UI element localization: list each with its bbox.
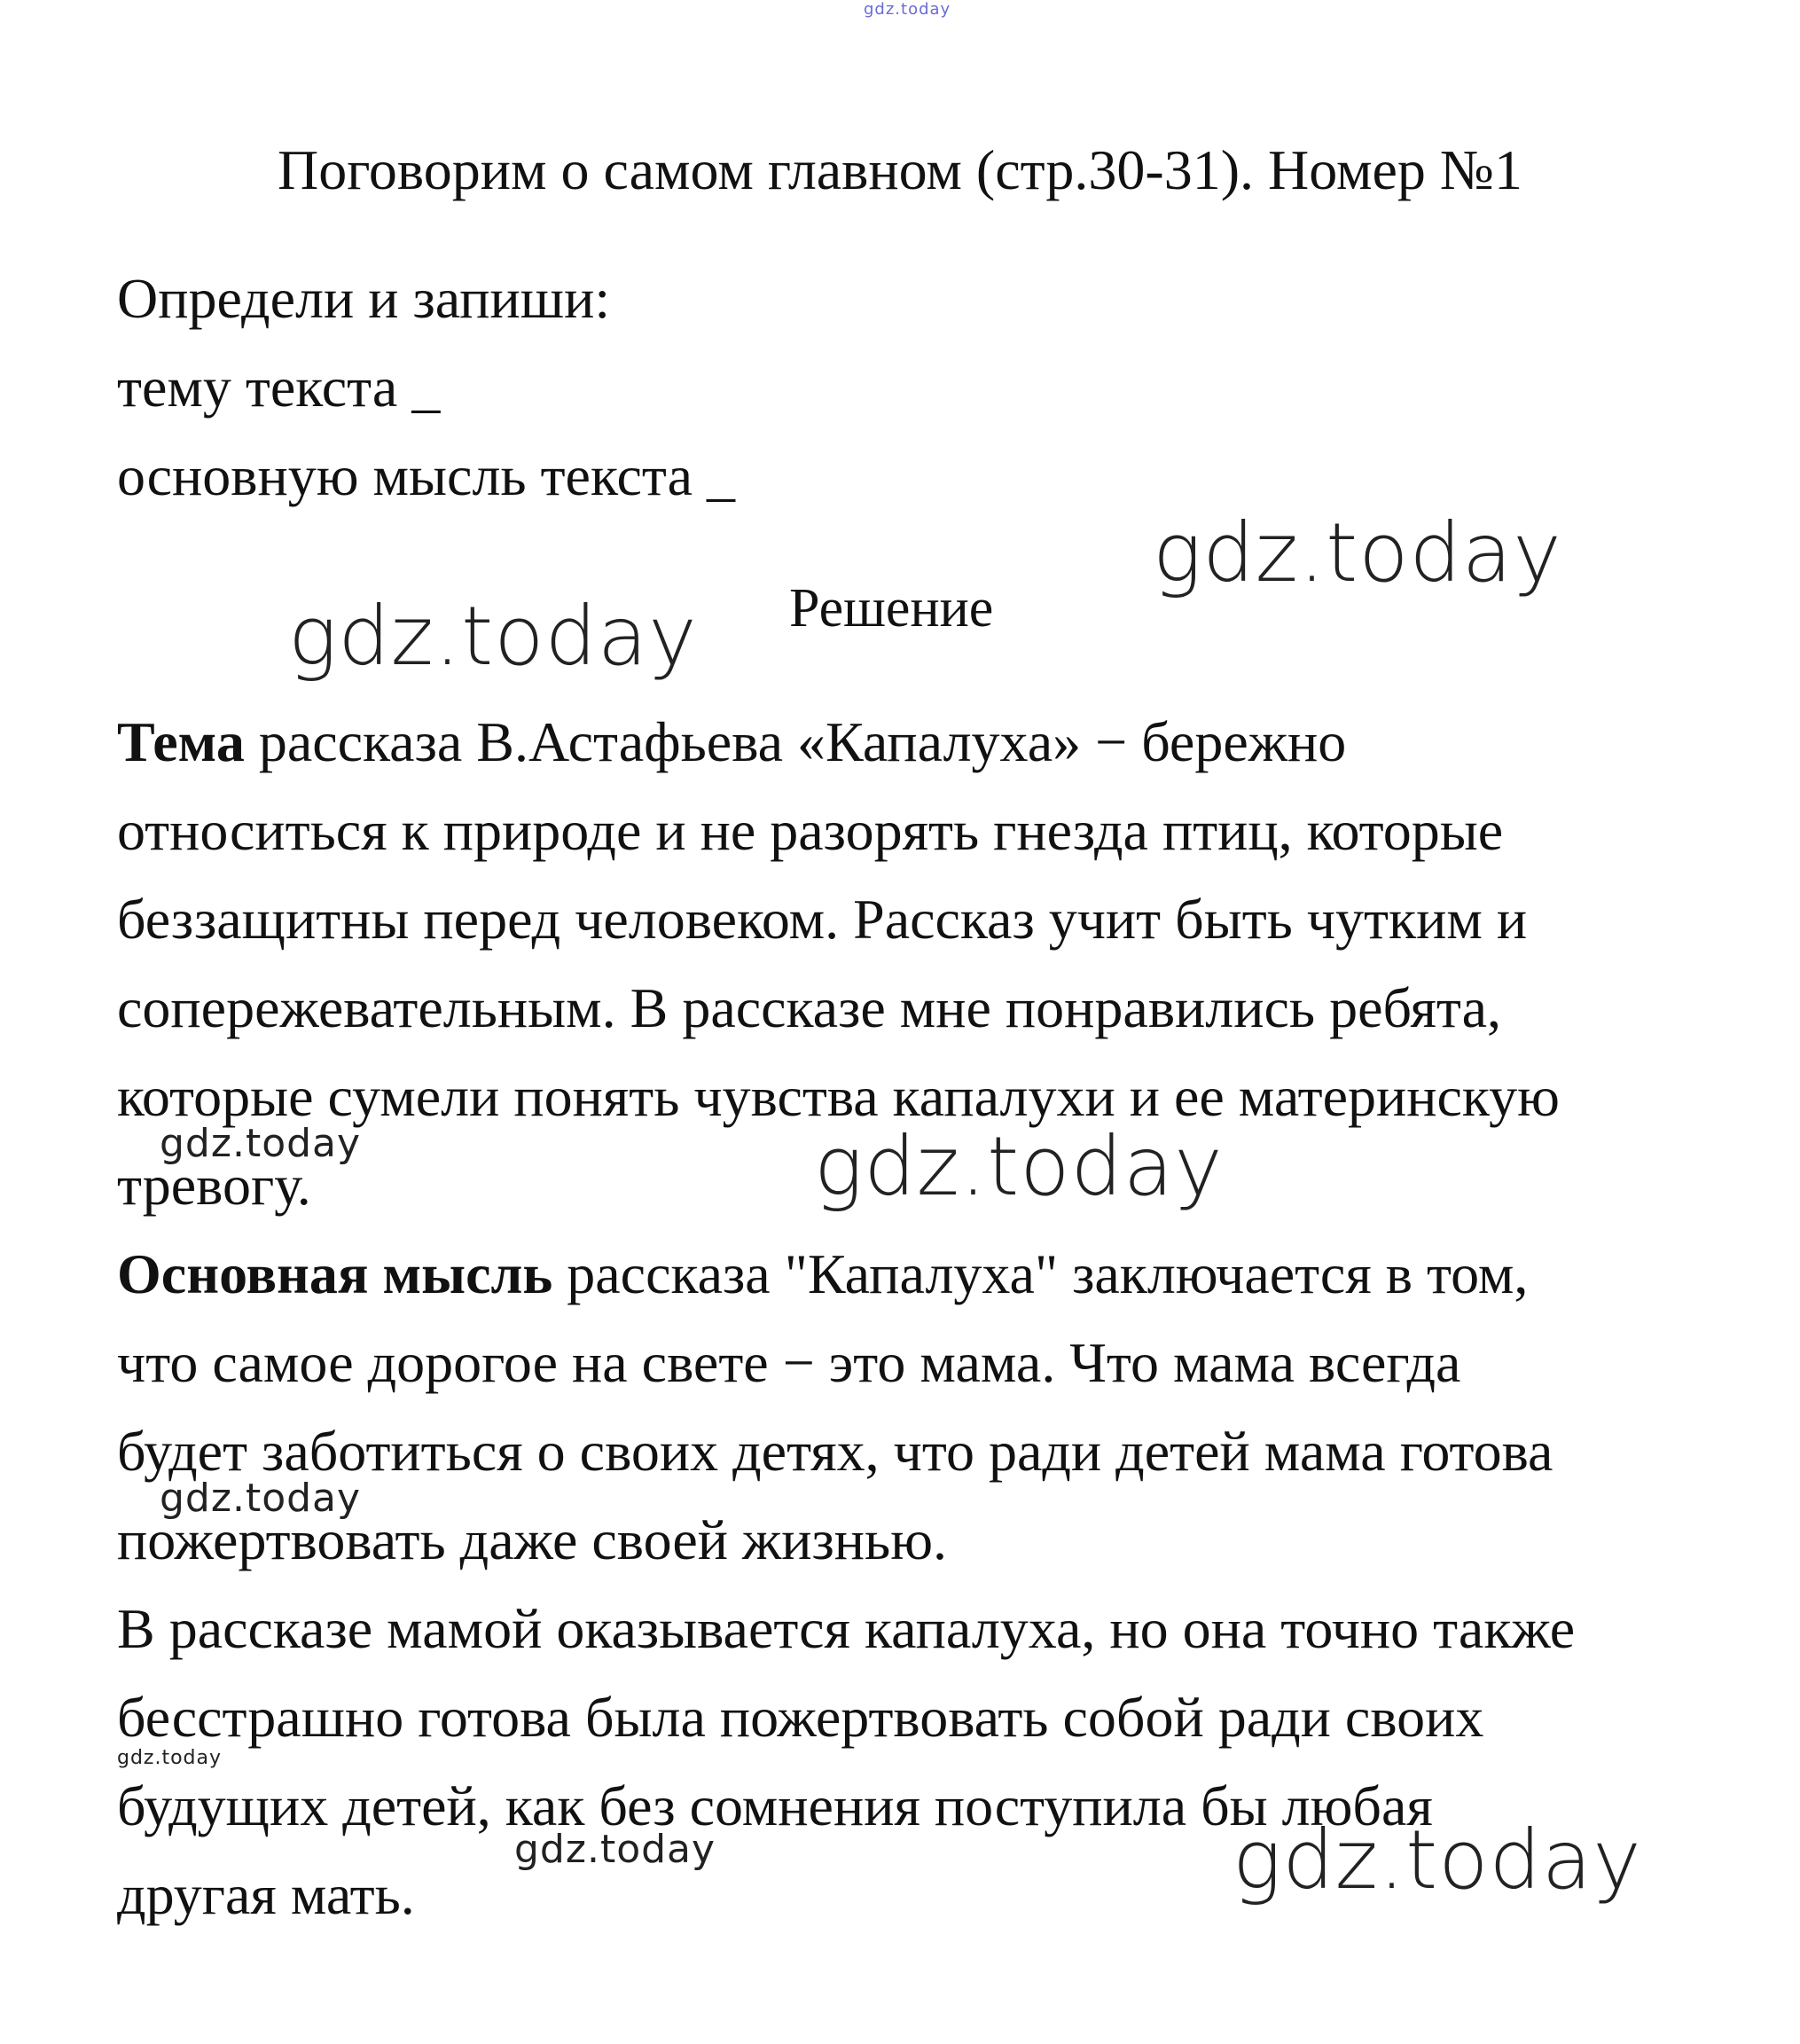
answer-line: тревогу. (117, 1154, 311, 1217)
theme-label: Тема (117, 710, 245, 773)
answer-line: будущих детей, как без сомнения поступила бы любая (117, 1774, 1433, 1837)
answer-line: другая мать. (117, 1863, 415, 1926)
watermark: gdz.today (288, 589, 698, 684)
watermark: gdz.today (160, 1476, 362, 1521)
answer-line: В рассказе мамой оказывается капалуха, но она точно также (117, 1597, 1576, 1660)
answer-theme-line (117, 709, 1346, 775)
answer-line: беззащитны перед человеком. Рассказ учит быть чутким и (117, 888, 1528, 951)
watermark-top: gdz.today (864, 0, 951, 19)
watermark: gdz.today (514, 1827, 716, 1872)
answer-line: которые сумели понять чувства капалухи и ее материнскую (117, 1065, 1560, 1128)
idea-label: Основная мысль (117, 1242, 553, 1305)
answer-idea-line (117, 1241, 1528, 1307)
watermark: gdz.today (117, 1747, 223, 1769)
answer-line: что самое дорогое на свете − это мама. Что мама всегда (117, 1331, 1461, 1394)
watermark: gdz.today (1233, 1813, 1642, 1907)
task-instruction: Определи и запиши: (117, 267, 611, 330)
task-theme-prompt: тему текста _ (117, 356, 441, 419)
watermark: gdz.today (814, 1119, 1224, 1214)
solution-heading: Решение (789, 578, 994, 638)
page-title: Поговорим о самом главном (стр.30-31). Номер №1 (278, 138, 1522, 201)
idea-text: рассказа "Капалуха" заключается в том, (552, 1242, 1529, 1305)
watermark: gdz.today (160, 1121, 362, 1166)
watermark: gdz.today (1153, 505, 1562, 600)
answer-line: бесстрашно готова была пожертвовать собой ради своих (117, 1686, 1484, 1749)
answer-line: будет заботиться о своих детях, что ради детей мама готова (117, 1420, 1553, 1483)
theme-text: рассказа В.Астафьева «Капалуха» − бережно (244, 710, 1347, 773)
answer-line: относиться к природе и не разорять гнезда птиц, которые (117, 799, 1504, 862)
answer-line: пожертвовать даже своей жизнью. (117, 1508, 947, 1571)
answer-line: сопережевательным. В рассказе мне понравились ребята, (117, 976, 1502, 1039)
task-idea-prompt: основную мысль текста _ (117, 444, 735, 507)
